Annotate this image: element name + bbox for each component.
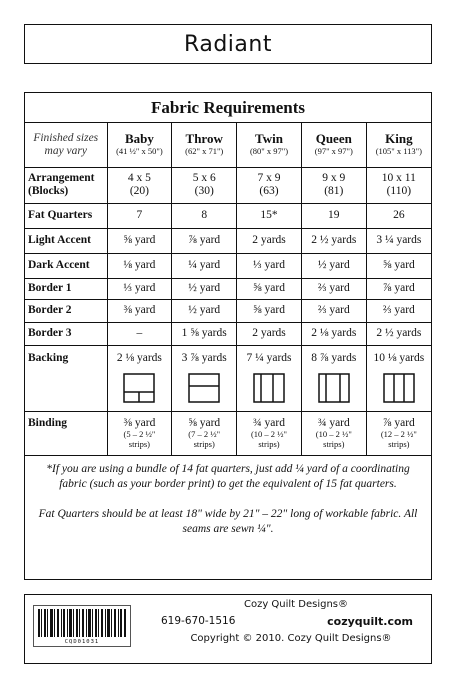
cell-sub: (12 – 2 ½" (380, 428, 417, 439)
table-cell: 2 ½ yards (366, 322, 431, 345)
cell-value: 4 x 5 (127, 171, 151, 184)
table-cell: 7 (107, 203, 172, 228)
fat-quarter-bundle-note: *If you are using a bundle of 14 fat quarters, just add ¼ yard of a coordinating fabric (such as your border print) to get the equivalent of 15 fat quarters. (46, 462, 410, 491)
cell-sub: strips) (323, 438, 345, 449)
table-cell (107, 167, 172, 203)
cell-value: ⅝ yard (188, 416, 221, 429)
backing-layout-diagram-icon (253, 373, 285, 403)
cell-value: 9 x 9 (322, 171, 346, 184)
contact-line (161, 615, 413, 628)
row-fat-quarters (25, 203, 431, 228)
cell-value: ⅜ yard (123, 416, 156, 429)
backing-layout-diagram-icon (188, 373, 220, 403)
table-cell: 2 ⅛ yards (301, 322, 366, 345)
row-label: Border 2 (25, 299, 107, 322)
row-label: Border 1 (25, 278, 107, 299)
size-queen (301, 123, 366, 167)
table-cell: 2 ½ yards (301, 228, 366, 253)
table-cell: 8 (172, 203, 237, 228)
row-label: Dark Accent (25, 253, 107, 278)
table-cell: – (107, 322, 172, 345)
barcode-number: CQD01031 (64, 639, 100, 645)
table-header-row (25, 123, 431, 167)
table-cell: 3 ¼ yards (366, 228, 431, 253)
size-dims: (62" x 71") (185, 146, 224, 157)
table-cell: ⅝ yard (237, 278, 302, 299)
row-label: Binding (25, 411, 107, 455)
table-cell: ⅞ yard (172, 228, 237, 253)
cell-sub: strips) (193, 438, 215, 449)
barcode (33, 605, 131, 647)
table-cell: ⅜ yard (107, 299, 172, 322)
row-light-accent (25, 228, 431, 253)
table-cell: 19 (301, 203, 366, 228)
row-arrangement (25, 167, 431, 203)
table-cell (107, 345, 172, 411)
cell-sub: (110) (386, 185, 412, 197)
cell-value: 3 ⅞ yards (181, 351, 227, 364)
table-cell (366, 411, 431, 455)
table-cell: ¼ yard (172, 253, 237, 278)
cell-sub: strips) (128, 438, 151, 449)
size-name: Twin (255, 131, 283, 147)
row-backing (25, 345, 431, 411)
cell-value: ¾ yard (317, 416, 350, 429)
cell-sub: (10 – 2 ½" (250, 428, 288, 439)
cell-value: 7 x 9 (257, 171, 281, 184)
finished-sizes-note: Finished sizes may vary (25, 123, 107, 167)
size-dims: (80" x 97") (249, 146, 289, 157)
table-cell: ⅝ yard (366, 253, 431, 278)
table-cell (366, 167, 431, 203)
publisher-footer (24, 594, 432, 664)
size-name: Throw (185, 131, 223, 147)
row-label: Border 3 (25, 322, 107, 345)
cell-value: 10 x 11 (381, 171, 416, 184)
barcode-icon (38, 609, 126, 637)
table-cell: ⅝ yard (237, 299, 302, 322)
cell-sub: (10 – 2 ½" (315, 428, 352, 439)
table-cell: ½ yard (172, 278, 237, 299)
cell-sub: (81) (324, 185, 344, 197)
fabric-requirements-table (25, 123, 431, 456)
table-cell (107, 411, 172, 455)
pattern-title: Radiant (24, 24, 432, 64)
cell-value: 7 ¼ yards (246, 351, 292, 364)
table-cell: ½ yard (172, 299, 237, 322)
table-cell: ⅓ yard (107, 278, 172, 299)
table-cell: ⅞ yard (366, 278, 431, 299)
size-dims: (105" x 113") (375, 146, 422, 157)
size-name: Queen (315, 131, 352, 147)
size-name: Baby (124, 131, 154, 147)
size-name: King (385, 131, 413, 147)
table-cell: 2 yards (237, 322, 302, 345)
cell-value: 8 ⅞ yards (311, 351, 357, 364)
table-cell (237, 411, 302, 455)
table-cell (172, 167, 237, 203)
size-twin (237, 123, 302, 167)
table-cell: ⅝ yard (107, 228, 172, 253)
size-baby (107, 123, 172, 167)
table-cell: 1 ⅝ yards (172, 322, 237, 345)
table-cell: ⅔ yard (301, 278, 366, 299)
cell-sub: (20) (129, 185, 149, 197)
fabric-requirements-panel (24, 92, 432, 580)
size-dims: (41 ½" x 50") (116, 146, 163, 157)
table-cell: ⅛ yard (107, 253, 172, 278)
cell-sub: strips) (388, 438, 410, 449)
table-cell (301, 167, 366, 203)
table-cell (172, 411, 237, 455)
size-dims: (97" x 97") (314, 146, 353, 157)
cell-sub: (7 – 2 ½" (188, 428, 221, 439)
table-cell: 15* (237, 203, 302, 228)
table-cell (172, 345, 237, 411)
table-cell (366, 345, 431, 411)
table-cell (237, 167, 302, 203)
size-throw (172, 123, 237, 167)
cell-sub: (30) (194, 185, 214, 197)
table-cell: ⅔ yard (366, 299, 431, 322)
row-border-2 (25, 299, 431, 322)
requirements-notes (25, 456, 431, 538)
table-cell (301, 345, 366, 411)
table-cell (237, 345, 302, 411)
row-label: Light Accent (25, 228, 107, 253)
row-border-1 (25, 278, 431, 299)
cell-value: ⅞ yard (382, 416, 415, 429)
backing-layout-diagram-icon (123, 373, 155, 403)
table-cell: 2 yards (237, 228, 302, 253)
row-dark-accent (25, 253, 431, 278)
row-label: Backing (25, 345, 107, 411)
cell-value: 10 ⅛ yards (373, 351, 425, 364)
table-cell: 26 (366, 203, 431, 228)
backing-layout-diagram-icon (383, 373, 415, 403)
table-cell: ½ yard (301, 253, 366, 278)
table-cell: ⅓ yard (237, 253, 302, 278)
cell-value: 5 x 6 (192, 171, 216, 184)
cell-value: ¾ yard (253, 416, 285, 429)
backing-layout-diagram-icon (318, 373, 350, 403)
row-label: Fat Quarters (25, 203, 107, 228)
row-binding (25, 411, 431, 455)
table-cell: ⅔ yard (301, 299, 366, 322)
website-link[interactable]: cozyquilt.com (327, 615, 413, 628)
cell-value: 2 ⅛ yards (116, 351, 162, 364)
phone-number: 619-670-1516 (161, 615, 236, 627)
size-king (366, 123, 431, 167)
row-border-3 (25, 322, 431, 345)
cell-sub: (5 – 2 ½" (123, 428, 156, 439)
fat-quarter-size-note: Fat Quarters should be at least 18" wide by 21" – 22" long of workable fabric. All seams are sewn ¼". (38, 507, 418, 536)
company-name: Cozy Quilt Designs® (243, 599, 349, 610)
requirements-heading: Fabric Requirements (25, 93, 431, 123)
copyright-notice: Copyright © 2010. Cozy Quilt Designs® (190, 633, 392, 644)
cell-sub: strips) (258, 438, 280, 449)
row-label: Arrangement (Blocks) (25, 167, 107, 203)
table-cell (301, 411, 366, 455)
cell-sub: (63) (259, 185, 279, 197)
